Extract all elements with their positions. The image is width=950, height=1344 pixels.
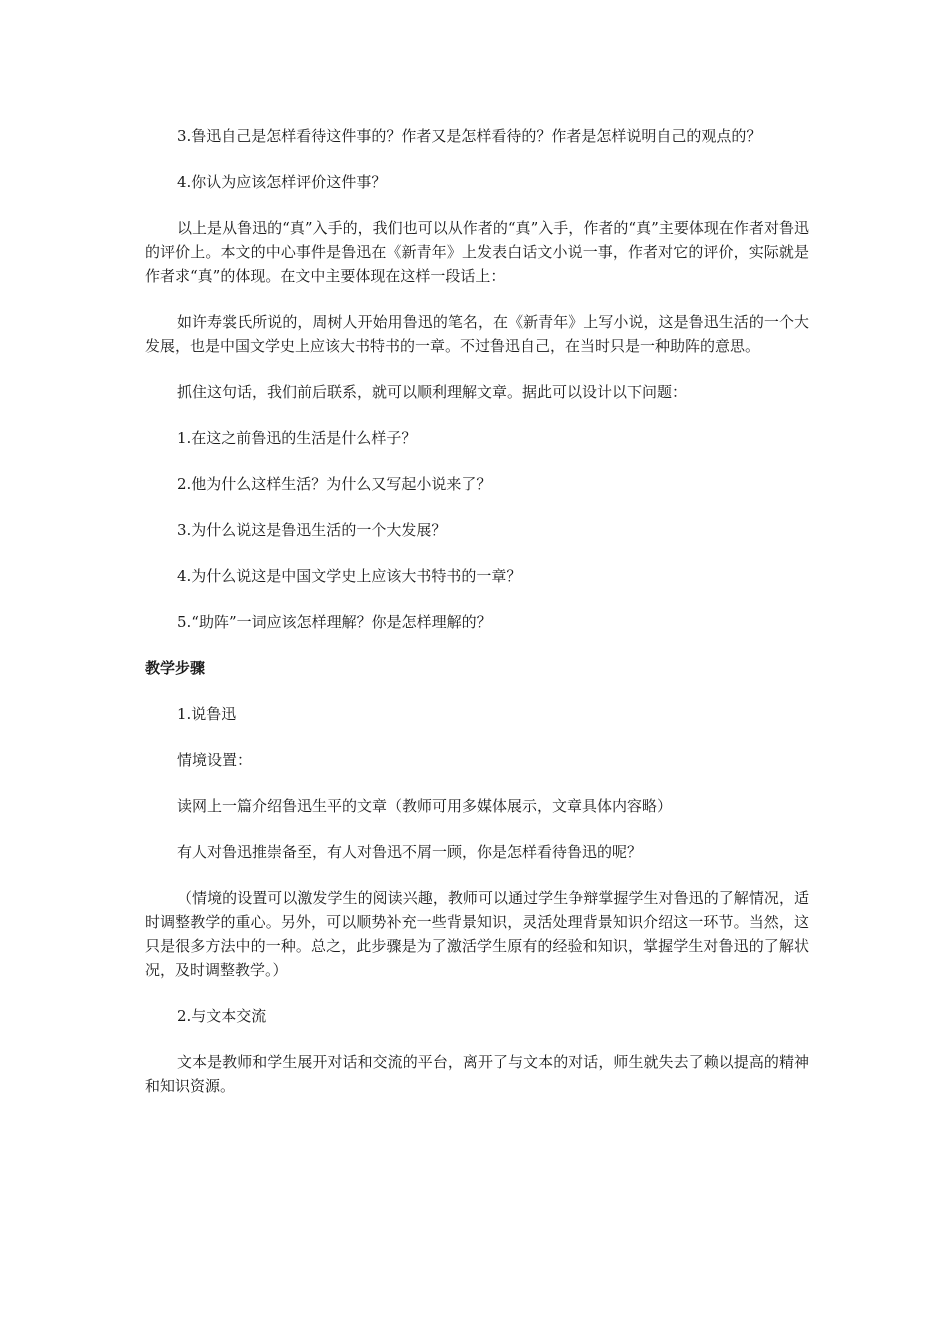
list-item-question-2: 2.他为什么这样生活？为什么又写起小说来了？: [177, 475, 492, 493]
scenario-note: （情境的设置可以激发学生的阅读兴趣，教师可以通过学生争辩掌握学生对鲁迅的了解情况，适时调整教学的重心。另外，可以顺势补充一些背景知识，灵活处理背景知识介绍这一环节。当然，这只是很多方法中的一种。总之，此步骤是为了激活学生原有的经验和知识，掌握学生对鲁迅的了解状况，及时调整教学。）: [145, 889, 809, 979]
list-item-question-3: 3.为什么说这是鲁迅生活的一个大发展？: [177, 521, 447, 539]
paragraph-question-3: 3.鲁迅自己是怎样看待这件事的？作者又是怎样看待的？作者是怎样说明自己的观点的？: [177, 127, 762, 145]
section-heading: 教学步骤: [145, 659, 206, 677]
scenario-reading: 读网上一篇介绍鲁迅生平的文章（教师可用多媒体展示，文章具体内容略）: [177, 797, 673, 815]
list-item-question-1: 1.在这之前鲁迅的生活是什么样子？: [177, 429, 417, 447]
document-page: [145, 124, 809, 1120]
scenario-label: 情境设置：: [177, 751, 253, 769]
text-dialogue-paragraph: 文本是教师和学生展开对话和交流的平台，离开了与文本的对话，师生就失去了赖以提高的精神和知识资源。: [145, 1053, 809, 1095]
paragraph-design-questions: 抓住这句话，我们前后联系，就可以顺利理解文章。据此可以设计以下问题：: [177, 383, 688, 401]
step-2-title: 2.与文本交流: [177, 1007, 267, 1025]
paragraph-quote: 如许寿裳氏所说的，周树人开始用鲁迅的笔名，在《新青年》上写小说，这是鲁迅生活的一个大发展，也是中国文学史上应该大书特书的一章。不过鲁迅自己，在当时只是一种助阵的意思。: [145, 313, 809, 355]
list-item-question-4: 4.为什么说这是中国文学史上应该大书特书的一章？: [177, 567, 522, 585]
paragraph-question-4: 4.你认为应该怎样评价这件事？: [177, 173, 387, 191]
paragraph-author-truth: 以上是从鲁迅的“真”入手的，我们也可以从作者的“真”入手，作者的“真”主要体现在作者对鲁迅的评价上。本文的中心事件是鲁迅在《新青年》上发表白话文小说一事，作者对它的评价，实际就是作者求“真”的体现。在文中主要体现在这样一段话上：: [145, 219, 809, 285]
list-item-question-5: 5.“助阵”一词应该怎样理解？你是怎样理解的？: [177, 613, 492, 631]
scenario-question: 有人对鲁迅推崇备至，有人对鲁迅不屑一顾，你是怎样看待鲁迅的呢？: [177, 843, 643, 861]
step-1-title: 1.说鲁迅: [177, 705, 237, 723]
